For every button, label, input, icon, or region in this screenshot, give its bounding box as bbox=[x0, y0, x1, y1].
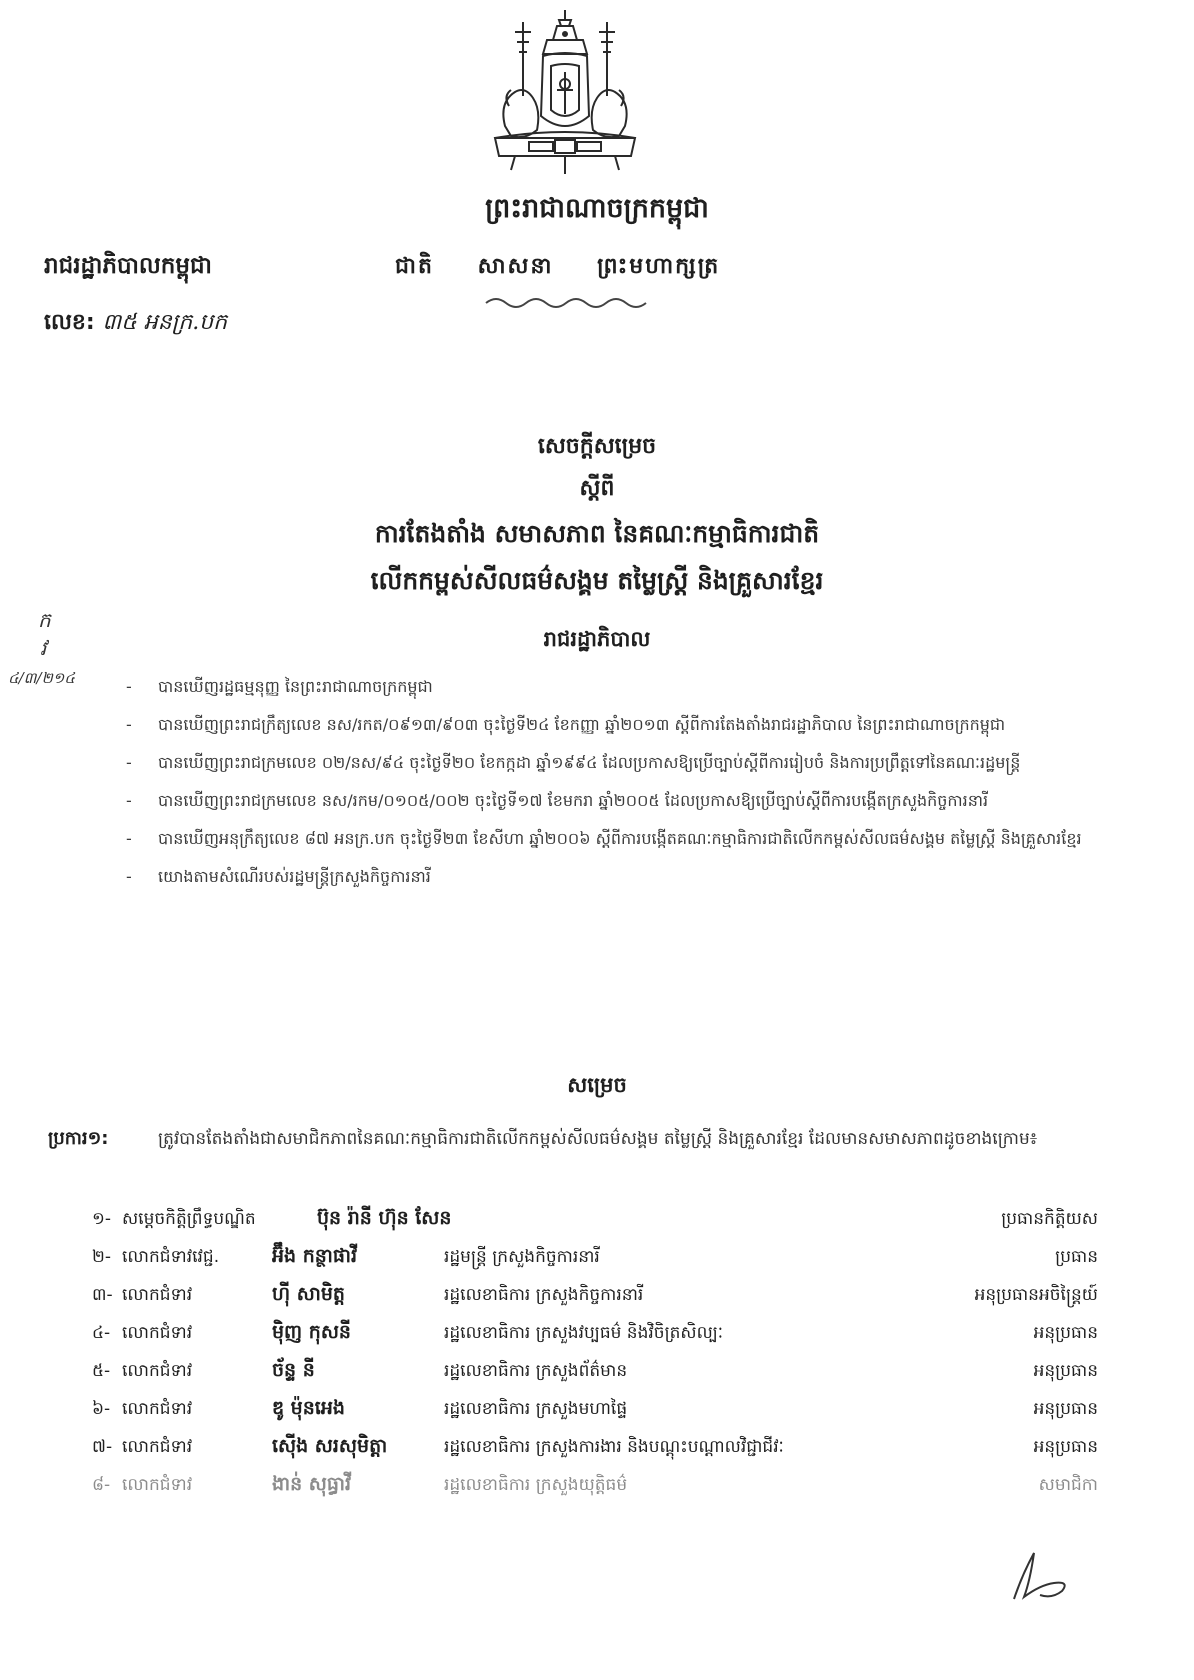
government-name: រាជរដ្ឋាភិបាលកម្ពុជា bbox=[44, 253, 212, 279]
member-row bbox=[92, 1238, 1098, 1276]
member-row bbox=[92, 1314, 1098, 1352]
member-position: រដ្ឋលេខាធិការ ក្រសួងមហាផ្ទៃ bbox=[444, 1399, 628, 1419]
member-role: ប្រធានកិត្តិយស bbox=[1001, 1209, 1098, 1229]
handwritten-margin-note bbox=[8, 605, 123, 695]
member-role: ប្រធាន bbox=[1055, 1247, 1098, 1267]
member-row bbox=[92, 1200, 1098, 1238]
member-index: ២- bbox=[92, 1247, 112, 1267]
margin-note-line1: ក bbox=[38, 608, 51, 632]
motto-nation: ជាតិ bbox=[395, 254, 434, 279]
member-title: លោកជំទាវ bbox=[122, 1437, 193, 1457]
member-position: រដ្ឋលេខាធិការ ក្រសួងការងារ និងបណ្តុះបណ្តាលវិជ្ជាជីវៈ bbox=[444, 1437, 784, 1457]
national-motto bbox=[395, 252, 754, 284]
decision-subject-line2: លើកកម្ពស់សីលធម៌សង្គម តម្លៃស្ត្រី និងគ្រួសារខ្មែរ bbox=[370, 566, 824, 595]
member-position: រដ្ឋលេខាធិការ ក្រសួងព័ត៌មាន bbox=[444, 1361, 628, 1381]
member-name: ងាន់ សុធ្ធាវី bbox=[272, 1473, 351, 1495]
member-index: ៤- bbox=[92, 1323, 111, 1343]
ornament-divider bbox=[482, 295, 650, 311]
member-name: ច័ន្ទ នី bbox=[272, 1359, 315, 1381]
member-row bbox=[92, 1466, 1098, 1504]
decision-heading: សម្រេច bbox=[567, 1073, 627, 1097]
member-role: អនុប្រធាន bbox=[1033, 1437, 1098, 1457]
kingdom-heading: ព្រះរាជាណាចក្រកម្ពុជា bbox=[485, 193, 709, 224]
member-index: ៥- bbox=[92, 1361, 111, 1381]
article-text: ត្រូវបានតែងតាំងជាសមាជិកភាពនៃគណៈកម្មាធិការជាតិលើកកម្ពស់សីលធម៌សង្គម តម្លៃស្ត្រី និងគ្រួសារខ្មែរ ដែលមានសមាសភាពដូចខាងក្រោម៖ bbox=[158, 1129, 1038, 1149]
motto-king: ព្រះមហាក្សត្រ bbox=[597, 254, 721, 279]
member-row bbox=[92, 1276, 1098, 1314]
basis-item: - បានឃើញរដ្ឋធម្មនុញ្ញ នៃព្រះរាជាណាចក្រកម្ពុជា bbox=[122, 670, 1097, 704]
basis-item: - បានឃើញព្រះរាជក្រឹត្យលេខ នស/រកត/០៩១៣/៩០៣ ចុះថ្ងៃទី២៤ ខែកញ្ញា ឆ្នាំ២០១៣ ស្តីពីការតែងតាំងរាជរដ្ឋាភិបាល នៃព្រះរាជាណាចក្រកម្ពុជា bbox=[122, 708, 1097, 742]
basis-item: - បានឃើញព្រះរាជក្រមលេខ នស/រកម/០១០៥/០០២ ចុះថ្ងៃទី១៧ ខែមករា ឆ្នាំ២០០៥ ដែលប្រកាសឱ្យប្រើច្បាប់ស្តីពីការបង្កើតក្រសួងកិច្ចការនារី bbox=[122, 784, 1097, 818]
member-title: លោកជំទាវ bbox=[122, 1361, 193, 1381]
member-row bbox=[92, 1352, 1098, 1390]
member-index: ៦- bbox=[92, 1399, 111, 1419]
member-title: លោកជំទាវ bbox=[122, 1285, 193, 1305]
member-position: រដ្ឋមន្ត្រី ក្រសួងកិច្ចការនារី bbox=[444, 1247, 600, 1267]
member-index: ៨- bbox=[92, 1475, 111, 1495]
doc-number-label: លេខ: bbox=[44, 310, 95, 335]
margin-note-line2: វ bbox=[40, 636, 47, 660]
member-title: លោកជំទាវ bbox=[122, 1475, 193, 1495]
member-position: រដ្ឋលេខាធិការ ក្រសួងយុត្តិធម៌ bbox=[444, 1475, 628, 1495]
member-index: ៣- bbox=[92, 1285, 113, 1305]
member-name: ម៉ិញ កុសនី bbox=[272, 1321, 351, 1343]
member-name: ហ៊ី សាមិត្ត bbox=[272, 1283, 345, 1305]
decision-subtitle: ស្តីពី bbox=[579, 476, 615, 501]
member-title: លោកជំទាវ bbox=[122, 1399, 193, 1419]
member-name: ស៊ើង សរសុមិត្តា bbox=[272, 1435, 388, 1457]
document-number bbox=[44, 308, 227, 340]
member-row bbox=[92, 1390, 1098, 1428]
member-index: ១- bbox=[92, 1209, 112, 1229]
basis-item: - បានឃើញអនុក្រឹត្យលេខ ៨៧ អនក្រ.បក ចុះថ្ងៃទី២៣ ខែសីហា ឆ្នាំ២០០៦ ស្តីពីការបង្កើតគណៈកម្មាធិការជាតិលើកកម្ពស់សីលធម៌សង្គម តម្លៃស្ត្រី និងគ្រួសារខ្មែរ bbox=[122, 822, 1097, 856]
member-index: ៧- bbox=[92, 1437, 113, 1457]
legal-basis-list bbox=[122, 670, 1097, 898]
member-title: សម្តេចកិត្តិព្រឹទ្ធបណ្ឌិត bbox=[122, 1209, 256, 1229]
motto-religion: សាសនា bbox=[477, 254, 554, 279]
basis-item: - យោងតាមសំណើរបស់រដ្ឋមន្ត្រីក្រសួងកិច្ចការនារី bbox=[122, 860, 1097, 894]
member-title: លោកជំទាវវេជ្ជ. bbox=[122, 1247, 220, 1267]
article-label: ប្រការ១: bbox=[48, 1128, 109, 1149]
member-position: រដ្ឋលេខាធិការ ក្រសួងវប្បធម៌ និងវិចិត្រសិល្បៈ bbox=[444, 1323, 724, 1343]
decision-subject-line1: ការតែងតាំង សមាសភាព នៃគណៈកម្មាធិការជាតិ bbox=[374, 519, 820, 548]
member-role: អនុប្រធាន bbox=[1033, 1323, 1098, 1343]
decision-title: សេចក្តីសម្រេច bbox=[537, 434, 657, 459]
issuer-heading: រាជរដ្ឋាភិបាល bbox=[543, 627, 651, 651]
doc-number-value: ៣៥ អនក្រ.បក bbox=[102, 310, 228, 335]
member-role: អនុប្រធានអចិន្ត្រៃយ៍ bbox=[974, 1285, 1098, 1305]
member-position: រដ្ឋលេខាធិការ ក្រសួងកិច្ចការនារី bbox=[444, 1285, 644, 1305]
member-role: សមាជិកា bbox=[1038, 1475, 1098, 1495]
basis-item: - បានឃើញព្រះរាជក្រមលេខ ០២/នស/៩៤ ចុះថ្ងៃទី២០ ខែកក្កដា ឆ្នាំ១៩៩៤ ដែលប្រកាសឱ្យប្រើច្បាប់ស្តីពីការរៀបចំ និងការប្រព្រឹត្តទៅនៃគណៈរដ្ឋមន្ត្រី bbox=[122, 746, 1097, 780]
member-role: អនុប្រធាន bbox=[1033, 1361, 1098, 1381]
member-name: ប៊ុន រ៉ានី ហ៊ុន សែន bbox=[317, 1207, 452, 1229]
member-name: អ៊ឹង កន្ថាផាវី bbox=[272, 1245, 358, 1267]
article-1 bbox=[48, 1120, 1098, 1158]
member-title: លោកជំទាវ bbox=[122, 1323, 193, 1343]
royal-emblem bbox=[485, 6, 645, 186]
signature-mark bbox=[1000, 1545, 1090, 1605]
member-role: អនុប្រធាន bbox=[1033, 1399, 1098, 1419]
margin-note-line3: ៤/៣/២១៤ bbox=[8, 669, 75, 687]
members-list bbox=[92, 1200, 1098, 1504]
member-row bbox=[92, 1428, 1098, 1466]
member-name: ឌូ ម៉ុនអេង bbox=[272, 1397, 345, 1419]
